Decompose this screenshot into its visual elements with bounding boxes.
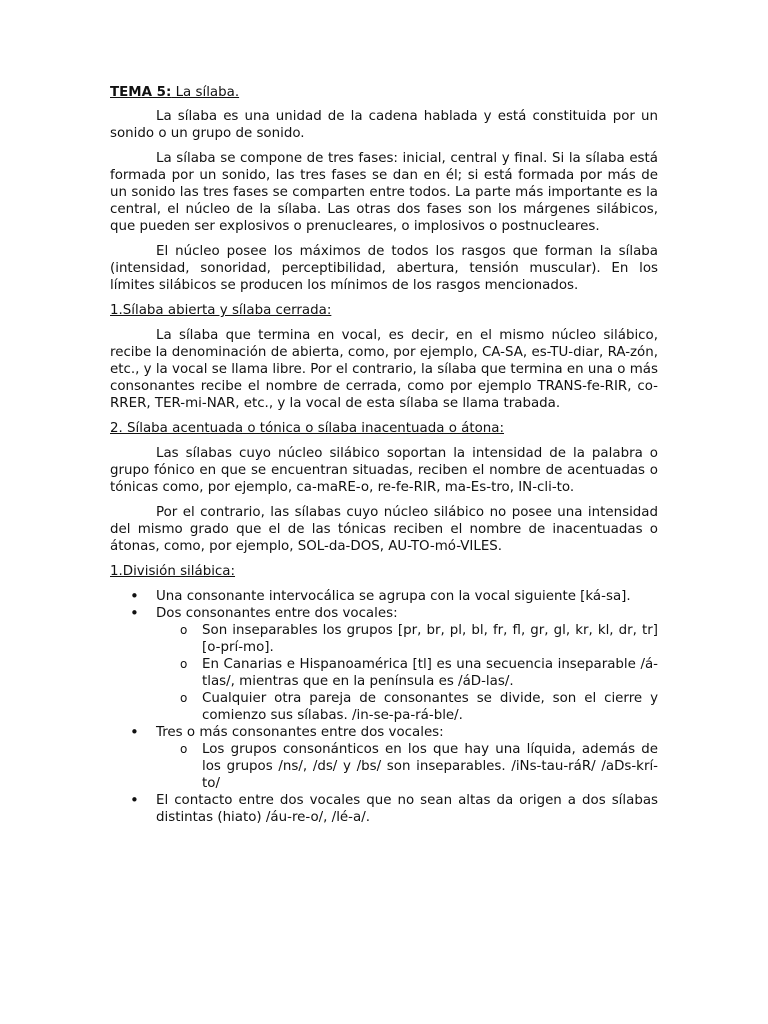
bullet-icon: • (130, 587, 139, 605)
section1-paragraph-1: La sílaba que termina en vocal, es decir, en el mismo núcleo silábico, recibe la denominación de abierta, como, por ejemplo, CA-SA, es-TU-diar, RA-zón, etc., y la vocal se llama libre. Por el contrario, la sílaba que termina en una o más consonantes recibe el nombre de cerrada, como por ejemplo TRANS-fe-RIR, co-RRER, TER-mi-NAR, etc., y la vocal de esta sílaba se llama trabada. (110, 328, 658, 411)
sub-list-item-text: Los grupos consonánticos en los que hay una líquida, además de los grupos /ns/, /ds/ y /bs/ son inseparables. /iNs-tau-ráR/ /aDs-krí-to/ (202, 742, 658, 791)
sub-list-item-text: Cualquier otra pareja de consonantes se divide, son el cierre y comienzo sus sílabas. /in-se-pa-rá-ble/. (202, 691, 658, 723)
page-title (110, 84, 658, 101)
section2-paragraph-1: Las sílabas cuyo núcleo silábico soportan la intensidad de la palabra o grupo fónico en que se encuentran situadas, reciben el nombre de acentuadas o tónicas como, por ejemplo, ca-maRE-o, re-fe-RIR, ma-Es-tro, IN-cli-to. (110, 446, 658, 495)
bullet-icon: • (130, 791, 139, 809)
sub-list-item-text: En Canarias e Hispanoamérica [tl] es una secuencia inseparable /á-tlas/, mientras que en la península es /áD-las/. (202, 657, 658, 689)
section2-paragraph-2: Por el contrario, las sílabas cuyo núcleo silábico no posee una intensidad del mismo grado que el de las tónicas reciben el nombre de inacentuadas o átonas, como, por ejemplo, SOL-da-DOS, AU-TO-mó-VILES. (110, 505, 658, 554)
list-item-text: El contacto entre dos vocales que no sean altas da origen a dos sílabas distintas (hiato) /áu-re-o/, /lé-a/. (156, 793, 658, 825)
section-heading-3: 1.División silábica: (110, 564, 236, 579)
list-item (110, 724, 658, 792)
title-label: TEMA 5: (110, 85, 172, 100)
sub-list-item (156, 741, 658, 792)
sub-bullet-icon: o (180, 623, 188, 637)
bullet-icon: • (130, 604, 139, 622)
sub-bullet-icon: o (180, 657, 188, 671)
list-item (110, 792, 658, 826)
sub-bullet-icon: o (180, 691, 188, 705)
sub-list-item (156, 622, 658, 656)
section-heading-1: 1.Sílaba abierta y sílaba cerrada: (110, 303, 332, 318)
bullet-icon: • (130, 723, 139, 741)
list-item-text: Una consonante intervocálica se agrupa con la vocal siguiente [ká-sa]. (156, 589, 631, 604)
intro-paragraph-1: La sílaba es una unidad de la cadena hablada y está constituida por un sonido o un grupo de sonido. (110, 109, 658, 141)
sub-list-item-text: Son inseparables los grupos [pr, br, pl, bl, fr, fl, gr, gl, kr, kl, dr, tr] [o-prí-mo]. (202, 623, 658, 655)
list-item-text: Tres o más consonantes entre dos vocales: (156, 725, 444, 740)
list-item-text: Dos consonantes entre dos vocales: (156, 606, 398, 621)
title-text: La sílaba. (171, 85, 240, 100)
sub-bullet-icon: o (180, 742, 188, 756)
syllable-division-list (110, 588, 658, 826)
sub-list (156, 741, 658, 792)
sub-list-item (156, 656, 658, 690)
sub-list-item (156, 690, 658, 724)
list-item (110, 588, 658, 605)
intro-paragraph-2: La sílaba se compone de tres fases: inicial, central y final. Si la sílaba está formada por un sonido, las tres fases se dan en él; si está formada por más de un sonido las tres fases se comparten entre todos. La parte más importante es la central, el núcleo de la sílaba. Las otras dos fases son los márgenes silábicos, que pueden ser explosivos o prenucleares, o implosivos o postnucleares. (110, 151, 658, 234)
intro-paragraph-3: El núcleo posee los máximos de todos los rasgos que forman la sílaba (intensidad, sonoridad, perceptibilidad, abertura, tensión muscular). En los límites silábicos se producen los mínimos de los rasgos mencionados. (110, 244, 658, 293)
section-heading-2: 2. Sílaba acentuada o tónica o sílaba inacentuada o átona: (110, 421, 505, 436)
list-item (110, 605, 658, 724)
sub-list (156, 622, 658, 724)
